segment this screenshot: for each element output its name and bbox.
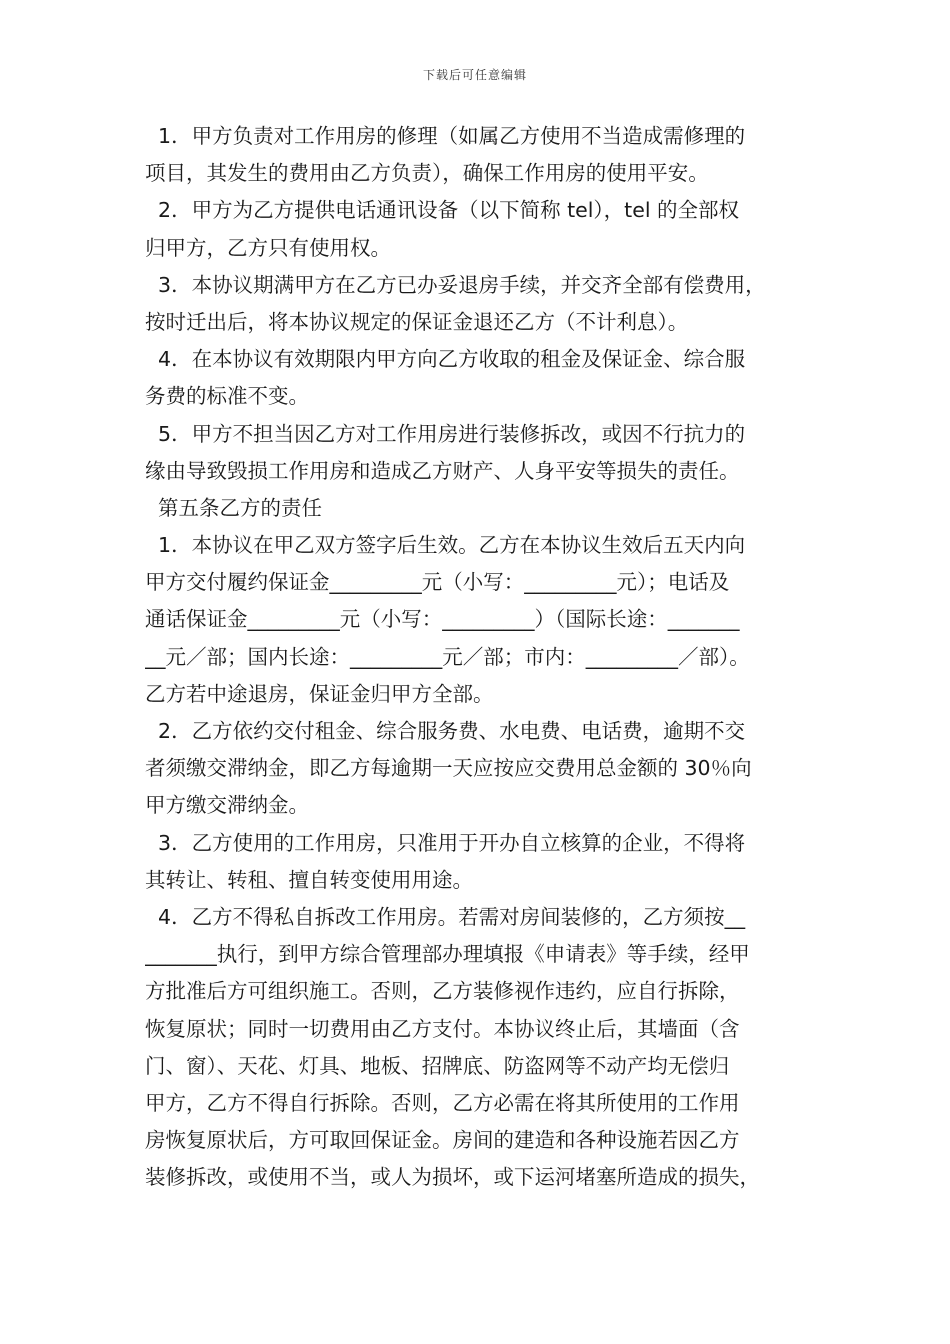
text-line: 归甲方，乙方只有使用权。 — [145, 235, 391, 260]
text-line: 通话保证金_________元（小写：_________）（国际长途：_______ — [145, 607, 740, 632]
text-line: 其转让、转租、擅自转变使用用途。 — [145, 867, 473, 892]
text-line: 缘由导致毁损工作用房和造成乙方财产、人身平安等损失的责任。 — [145, 458, 740, 483]
text-line: 乙方若中途退房，保证金归甲方全部。 — [145, 681, 494, 706]
text-line: 1．甲方负责对工作用房的修理（如属乙方使用不当造成需修理的 — [145, 124, 746, 148]
text-line: 2．甲方为乙方提供电话通讯设备（以下简称 tel），tel 的全部权 — [145, 198, 740, 223]
text-line: 方批准后方可组织施工。否则，乙方装修视作违约，应自行拆除， — [145, 979, 740, 1004]
text-line: _______执行，到甲方综合管理部办理填报《申请表》等手续，经甲 — [145, 942, 750, 967]
text-line: 5．甲方不担当因乙方对工作用房进行装修拆改，或因不行抗力的 — [145, 421, 746, 446]
text-line: 装修拆改，或使用不当，或人为损坏，或下运河堵塞所造成的损失， — [145, 1165, 760, 1190]
text-line: 项目，其发生的费用由乙方负责），确保工作用房的使用平安。 — [145, 161, 709, 186]
text-line: 1．本协议在甲乙双方签字后生效。乙方在本协议生效后五天内向 — [145, 533, 746, 558]
text-line: 3．乙方使用的工作用房，只准用于开办自立核算的企业，不得将 — [145, 830, 746, 855]
text-line: 按时迁出后，将本协议规定的保证金退还乙方（不计利息）。 — [145, 309, 689, 334]
text-line: 第五条乙方的责任 — [145, 495, 323, 520]
text-line: 务费的标准不变。 — [145, 384, 309, 409]
text-line: 恢复原状；同时一切费用由乙方支付。本协议终止后，其墙面（含 — [145, 1016, 740, 1041]
text-line: 4．在本协议有效期限内甲方向乙方收取的租金及保证金、综合服 — [145, 347, 746, 372]
text-line: 甲方缴交滞纳金。 — [145, 793, 309, 818]
text-line: 者须缴交滞纳金，即乙方每逾期一天应按应交费用总金额的 30％向 — [145, 756, 752, 781]
text-line: 甲方，乙方不得自行拆除。否则，乙方必需在将其所使用的工作用 — [145, 1090, 740, 1115]
text-line: 4．乙方不得私自拆改工作用房。若需对房间装修的，乙方须按__ — [145, 904, 746, 929]
page-header: 下载后可任意编辑 — [422, 68, 527, 82]
text-line: 3．本协议期满甲方在乙方已办妥退房手续，并交齐全部有偿费用， — [145, 272, 766, 297]
text-line: 门、窗）、天花、灯具、地板、招牌底、防盗网等不动产均无偿归 — [145, 1053, 730, 1078]
text-line: 2．乙方依约交付租金、综合服务费、水电费、电话费，逾期不交 — [145, 719, 746, 743]
text-line: 房恢复原状后，方可取回保证金。房间的建造和各种设施若因乙方 — [145, 1128, 740, 1153]
document-body — [145, 118, 815, 1196]
text-line: __元／部；国内长途：_________元／部；市内：_________／部）。 — [145, 644, 750, 669]
text-line: 甲方交付履约保证金_________元（小写：_________元）；电话及 — [145, 570, 730, 595]
